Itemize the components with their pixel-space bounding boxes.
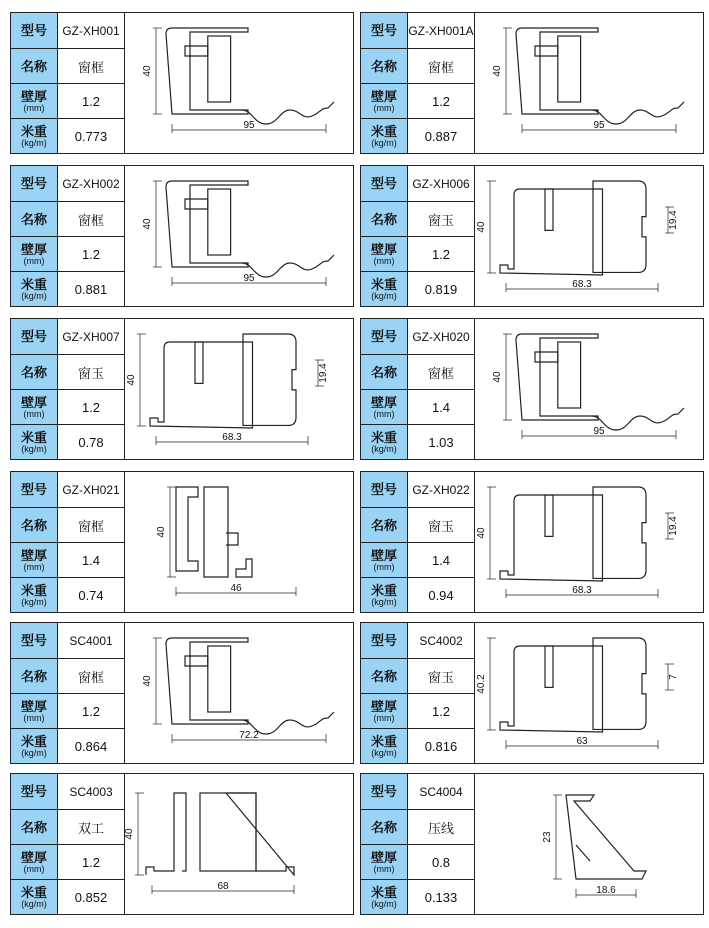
model-value: SC4001 [58,623,125,658]
model-value: GZ-XH022 [408,472,475,507]
name-label: 名称 [20,364,47,380]
name-row [361,202,475,237]
profile-lip [535,352,558,362]
model-label: 型号 [20,633,47,648]
profile-lip [545,189,553,230]
dimension-label: 40 [142,65,153,77]
profile-drawing [126,624,352,762]
profile-lip [195,342,203,383]
name-value: 窗框 [408,355,475,389]
product-card-gz-xh007 [10,318,354,460]
thickness-unit: (mm) [373,408,395,419]
dimension-label: 95 [243,273,255,284]
profile-body [166,638,248,724]
model-label: 型号 [370,482,397,497]
weight-value: 0.78 [58,425,125,459]
name-row [11,355,125,390]
profile-drawing [126,320,352,458]
model-value: GZ-XH006 [408,166,475,201]
weight-value: 0.887 [408,119,475,153]
thickness-row [11,237,125,272]
profile-chamber [593,181,646,272]
model-row [11,13,125,49]
profile-drawing [476,14,702,152]
weight-value: 1.03 [408,425,475,459]
thickness-unit: (mm) [23,255,45,266]
weight-unit: (kg/m) [371,290,397,301]
weight-value: 0.852 [58,880,125,914]
thickness-value: 1.2 [408,237,475,271]
model-row [361,472,475,508]
profile-lip [576,845,590,861]
thickness-row [11,694,125,729]
spec-table [11,472,125,612]
name-value: 窗玉 [408,202,475,236]
model-label: 型号 [370,176,397,191]
dimension-label: 95 [593,120,605,131]
weight-label: 米重 [20,429,47,445]
name-row [361,659,475,694]
profile-body [500,189,603,275]
name-label: 名称 [20,819,47,835]
name-value: 窗框 [408,49,475,83]
spec-table [11,13,125,153]
weight-unit: (kg/m) [371,443,397,454]
profile-outline [166,181,334,277]
name-label: 名称 [370,819,397,835]
weight-label: 米重 [20,123,47,139]
thickness-value: 1.4 [58,543,125,577]
profile-outline [500,638,646,732]
model-row [11,774,125,810]
spec-table [361,319,475,459]
dimension-label: 18.6 [596,885,616,896]
dimension-label: 40 [476,221,487,233]
thickness-value: 1.2 [58,845,125,879]
profile-drawing [126,473,352,611]
weight-row [361,272,475,306]
profile-outline [166,638,334,734]
thickness-value: 1.2 [58,84,125,118]
name-label: 名称 [20,517,47,533]
model-row [361,319,475,355]
weight-row [11,425,125,459]
model-label: 型号 [370,329,397,344]
product-card-gz-xh001 [10,12,354,154]
profile-drawing [476,473,702,611]
thickness-unit: (mm) [23,561,45,572]
product-card-gz-xh002 [10,165,354,307]
model-value: GZ-XH020 [408,319,475,354]
thickness-value: 1.2 [408,694,475,728]
model-label: 型号 [20,482,47,497]
product-card-gz-xh021 [10,471,354,613]
weight-row [361,578,475,612]
thickness-value: 1.4 [408,390,475,424]
dimension-label: 19.4 [318,363,329,383]
thickness-label: 壁厚 [20,849,47,865]
model-row [361,166,475,202]
name-row [11,49,125,84]
profile-chamber [208,36,231,102]
spec-table [361,774,475,914]
weight-unit: (kg/m) [21,443,47,454]
product-card-gz-xh022 [360,471,704,613]
spec-table [11,166,125,306]
thickness-row [361,694,475,729]
thickness-row [11,390,125,425]
model-value: GZ-XH007 [58,319,125,354]
thickness-value: 1.2 [58,237,125,271]
dimension-label: 40 [142,675,153,687]
dimension-label: 95 [593,426,605,437]
weight-row [11,272,125,306]
weight-value: 0.94 [408,578,475,612]
thickness-row [11,845,125,880]
thickness-value: 0.8 [408,845,475,879]
weight-value: 0.881 [58,272,125,306]
spec-table [361,166,475,306]
weight-row [361,880,475,914]
dimension-label: 68.3 [572,585,592,596]
thickness-unit: (mm) [23,863,45,874]
profile-wave [242,255,334,277]
profile-chamber [243,334,296,425]
thickness-label: 壁厚 [370,88,397,104]
product-card-sc4003 [10,773,354,915]
weight-label: 米重 [370,884,397,900]
model-value: GZ-XH021 [58,472,125,507]
weight-value: 0.816 [408,729,475,763]
profile-drawing [476,624,702,762]
profile-body [516,334,598,420]
thickness-value: 1.2 [58,390,125,424]
dimension-label: 72.2 [239,730,259,741]
dimension-label: 40 [492,65,503,77]
name-row [361,810,475,845]
weight-label: 米重 [370,582,397,598]
weight-row [11,119,125,153]
name-label: 名称 [20,668,47,684]
weight-unit: (kg/m) [371,596,397,607]
name-value: 窗框 [58,202,125,236]
thickness-label: 壁厚 [20,698,47,714]
weight-unit: (kg/m) [371,747,397,758]
name-row [361,355,475,390]
product-card-sc4004 [360,773,704,915]
weight-unit: (kg/m) [21,898,47,909]
dimension-label: 68.3 [572,279,592,290]
spec-table [361,13,475,153]
profile-outline [176,487,252,577]
profile-drawing [126,14,352,152]
weight-label: 米重 [370,733,397,749]
dimension-label: 7 [668,674,679,680]
spec-table [11,774,125,914]
name-label: 名称 [370,58,397,74]
product-card-gz-xh020 [360,318,704,460]
weight-value: 0.74 [58,578,125,612]
thickness-label: 壁厚 [370,849,397,865]
name-label: 名称 [20,211,47,227]
name-label: 名称 [370,517,397,533]
name-value: 双工 [58,810,125,844]
name-value: 窗玉 [408,659,475,693]
profile-lip [535,46,558,56]
thickness-row [11,84,125,119]
dimension-label: 19.4 [668,210,679,230]
profile-body [150,342,253,428]
dimension-label: 46 [230,583,242,594]
thickness-label: 壁厚 [20,88,47,104]
profile-drawing [126,167,352,305]
profile-outline [500,181,646,275]
weight-row [361,119,475,153]
weight-label: 米重 [20,733,47,749]
weight-unit: (kg/m) [21,596,47,607]
profile-outline [166,28,334,124]
thickness-row [361,543,475,578]
thickness-unit: (mm) [373,561,395,572]
model-label: 型号 [20,784,47,799]
dimension-label: 40 [476,527,487,539]
profile-drawing [126,775,352,913]
profile-chamber [593,487,646,578]
thickness-unit: (mm) [23,102,45,113]
name-row [11,202,125,237]
weight-value: 0.133 [408,880,475,914]
weight-unit: (kg/m) [371,137,397,148]
weight-unit: (kg/m) [21,747,47,758]
profile-lip [185,46,208,56]
thickness-unit: (mm) [373,255,395,266]
profile-body [500,646,603,732]
thickness-unit: (mm) [373,712,395,723]
model-label: 型号 [370,784,397,799]
model-row [11,472,125,508]
weight-row [11,729,125,763]
profile-chamber [200,793,256,871]
profile-lip [545,495,553,536]
weight-label: 米重 [370,429,397,445]
weight-label: 米重 [370,276,397,292]
name-label: 名称 [370,364,397,380]
thickness-value: 1.2 [58,694,125,728]
profile-outline [516,334,684,430]
thickness-label: 壁厚 [20,547,47,563]
dimension-label: 40 [142,218,153,230]
model-row [361,774,475,810]
profile-outline [516,28,684,124]
profile-body [166,181,248,267]
profile-lip [545,646,553,687]
dimension-label: 40.2 [476,674,487,694]
dimension-label: 23 [542,831,553,843]
profile-chamber [593,638,646,729]
profile-chamber [558,342,581,408]
profile-wave [592,408,684,430]
name-row [361,49,475,84]
weight-unit: (kg/m) [371,898,397,909]
model-row [11,623,125,659]
model-label: 型号 [370,633,397,648]
model-label: 型号 [20,329,47,344]
profile-body [566,795,646,879]
name-row [11,810,125,845]
model-row [11,319,125,355]
profile-drawing [476,320,702,458]
product-card-sc4002 [360,622,704,764]
thickness-row [361,84,475,119]
model-value: SC4002 [408,623,475,658]
weight-row [11,880,125,914]
thickness-row [361,845,475,880]
profile-drawing [476,775,702,913]
weight-label: 米重 [20,276,47,292]
dimension-label: 19.4 [668,516,679,536]
profile-body [176,487,252,577]
profile-lip [185,199,208,209]
name-row [361,508,475,543]
model-row [361,13,475,49]
dimension-label: 40 [492,371,503,383]
name-value: 窗框 [58,508,125,542]
spec-table [11,623,125,763]
thickness-label: 壁厚 [370,547,397,563]
profile-wave [592,102,684,124]
profile-outline [500,487,646,581]
dimension-label: 40 [126,374,137,386]
thickness-value: 1.2 [408,84,475,118]
thickness-unit: (mm) [23,408,45,419]
weight-row [11,578,125,612]
name-row [11,508,125,543]
name-label: 名称 [370,668,397,684]
profile-chamber [208,646,231,712]
model-value: GZ-XH002 [58,166,125,201]
product-card-gz-xh001a [360,12,704,154]
model-label: 型号 [20,23,47,38]
name-value: 压线 [408,810,475,844]
thickness-row [361,237,475,272]
name-value: 窗玉 [408,508,475,542]
profile-body [146,793,294,875]
dimension-label: 68 [217,881,229,892]
weight-label: 米重 [20,582,47,598]
spec-table [361,623,475,763]
product-card-gz-xh006 [360,165,704,307]
model-row [361,623,475,659]
profile-wave [242,102,334,124]
model-value: GZ-XH001A [408,13,475,48]
model-value: SC4003 [58,774,125,809]
dimension-label: 40 [156,526,167,538]
weight-unit: (kg/m) [21,290,47,301]
profile-body [516,28,598,114]
model-row [11,166,125,202]
name-label: 名称 [20,58,47,74]
name-label: 名称 [370,211,397,227]
thickness-row [361,390,475,425]
weight-label: 米重 [370,123,397,139]
profile-chamber [208,189,231,255]
model-label: 型号 [370,23,397,38]
weight-value: 0.773 [58,119,125,153]
thickness-label: 壁厚 [20,241,47,257]
weight-value: 0.864 [58,729,125,763]
thickness-unit: (mm) [23,712,45,723]
name-value: 窗框 [58,659,125,693]
model-value: GZ-XH001 [58,13,125,48]
thickness-value: 1.4 [408,543,475,577]
model-value: SC4004 [408,774,475,809]
thickness-label: 壁厚 [20,394,47,410]
weight-value: 0.819 [408,272,475,306]
thickness-unit: (mm) [373,102,395,113]
weight-label: 米重 [20,884,47,900]
thickness-label: 壁厚 [370,394,397,410]
weight-row [361,425,475,459]
weight-row [361,729,475,763]
model-label: 型号 [20,176,47,191]
thickness-label: 壁厚 [370,241,397,257]
dimension-label: 95 [243,120,255,131]
profile-chamber [558,36,581,102]
dimension-label: 68.3 [222,432,242,443]
profile-lip [185,656,208,666]
weight-unit: (kg/m) [21,137,47,148]
spec-table [361,472,475,612]
thickness-label: 壁厚 [370,698,397,714]
profile-body [166,28,248,114]
spec-table [11,319,125,459]
profile-drawing [476,167,702,305]
profile-outline [150,334,296,428]
profile-outline [566,795,646,879]
name-row [11,659,125,694]
dimension-label: 63 [576,736,588,747]
thickness-row [11,543,125,578]
profile-outline [146,793,294,875]
name-value: 窗框 [58,49,125,83]
dimension-label: 40 [124,828,135,840]
name-value: 窗玉 [58,355,125,389]
profile-body [500,495,603,581]
product-card-sc4001 [10,622,354,764]
thickness-unit: (mm) [373,863,395,874]
